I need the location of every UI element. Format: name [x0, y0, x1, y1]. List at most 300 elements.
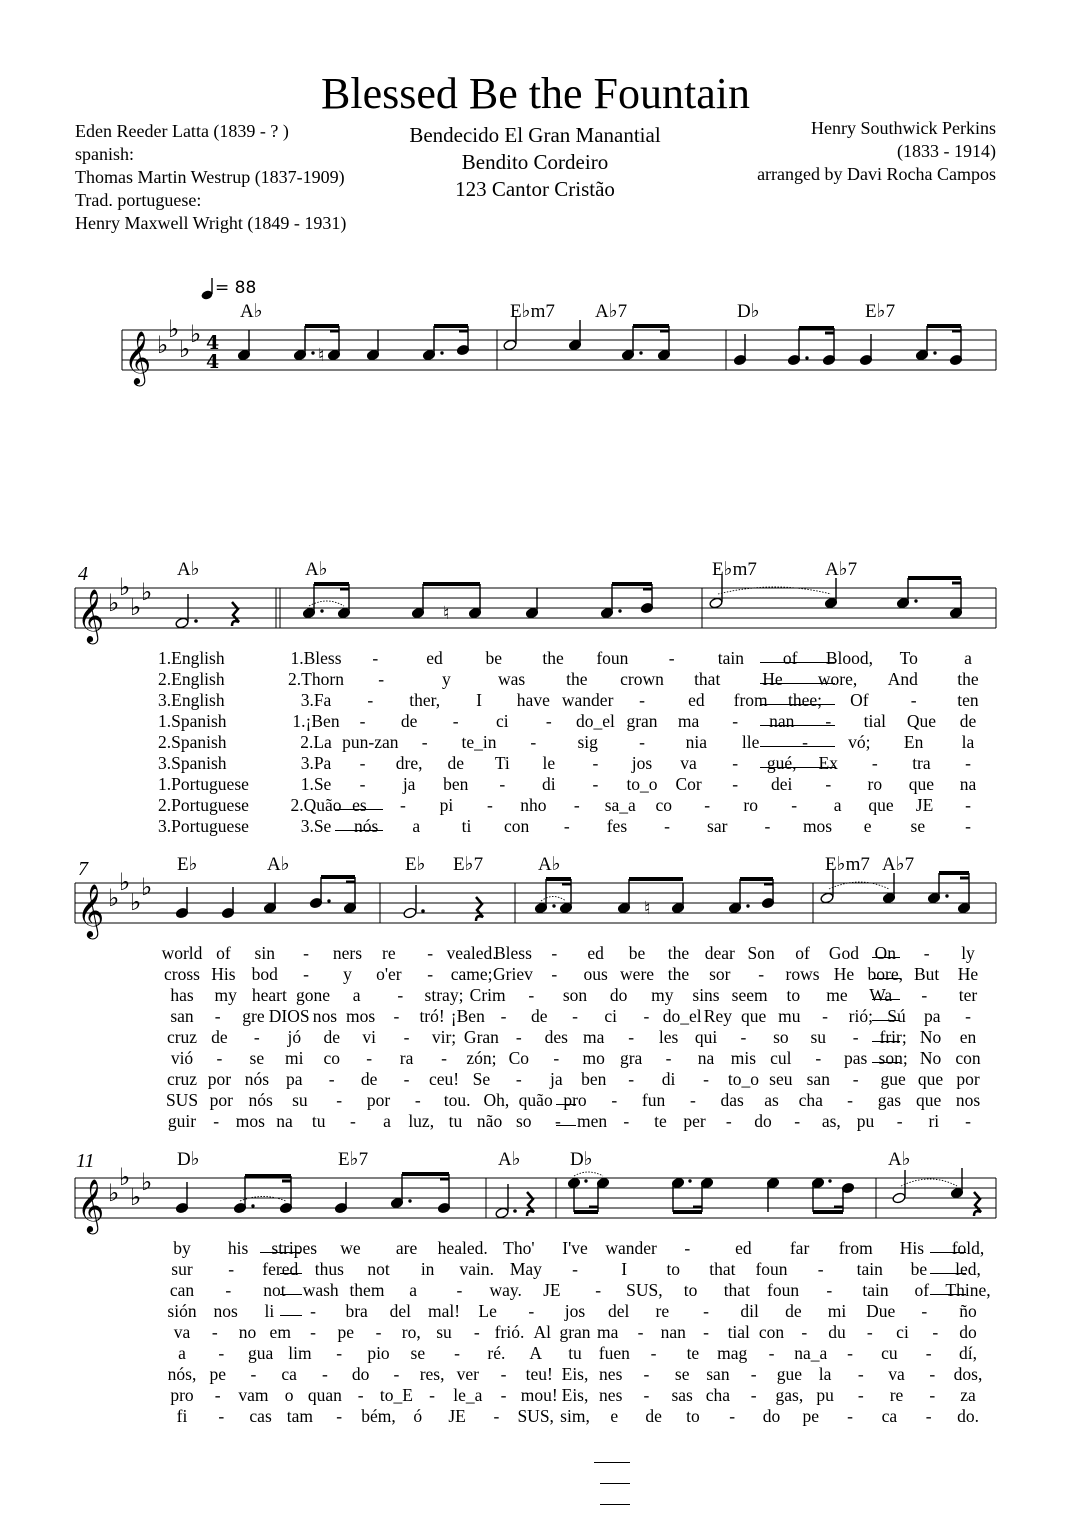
- lyric-hyphen: -: [866, 1322, 873, 1342]
- lyric-syllable: mos: [802, 816, 833, 836]
- lyric-syllable: His: [899, 1238, 924, 1258]
- svg-text:♮: ♮: [318, 345, 325, 366]
- lyric-hyphen: -: [921, 985, 928, 1005]
- lyric-syllable: ma: [583, 1027, 605, 1047]
- lyric-syllable: de: [645, 1406, 662, 1426]
- lyric-syllable: di: [661, 1069, 676, 1089]
- lyric-hyphen: -: [393, 1006, 400, 1026]
- lyric-syllable: mi: [827, 1301, 847, 1321]
- lyric-syllable: a: [412, 816, 421, 836]
- lyric-syllable: 2.Thorn: [288, 669, 344, 689]
- lyric-syllable: a: [964, 648, 972, 668]
- lyric-extender-line: [930, 1252, 966, 1253]
- lyric-hyphen: -: [303, 964, 310, 984]
- lyric-syllable: jos: [631, 753, 653, 773]
- lyric-syllable: 1.Se: [300, 774, 332, 794]
- lyric-syllable: dei: [771, 774, 793, 794]
- lyric-syllable: cruz: [166, 1069, 198, 1089]
- lyricist-credits: [75, 120, 346, 235]
- lyric-syllable: ther,: [409, 690, 441, 710]
- lyric-syllable: was: [497, 669, 526, 689]
- lyric-hyphen: -: [689, 1090, 696, 1110]
- chord-symbol: A♭: [267, 854, 290, 875]
- lyric-syllable: co: [655, 795, 672, 815]
- lyric-hyphen: -: [665, 1048, 672, 1068]
- chord-symbol: E♭m7: [712, 559, 757, 580]
- lyric-hyphen: -: [815, 1048, 822, 1068]
- lyric-hyphen: -: [500, 1364, 507, 1384]
- lyric-syllable: na: [276, 1111, 293, 1131]
- svg-text:♭: ♭: [119, 1163, 131, 1191]
- staff-system-3: [0, 868, 1071, 953]
- lyric-syllable: to_o: [727, 1069, 759, 1089]
- lyric-syllable: do_el: [575, 711, 615, 731]
- lyric-syllable: ter: [958, 985, 978, 1005]
- lyric-syllable: sin: [254, 943, 275, 963]
- lyric-syllable: te: [654, 1111, 667, 1131]
- lyric-syllable: de: [400, 711, 418, 731]
- lyric-syllable: foun: [767, 1280, 800, 1300]
- svg-text:4: 4: [206, 332, 220, 354]
- lyric-syllable: cross: [164, 964, 200, 984]
- lyric-syllable: a: [178, 1343, 186, 1363]
- lyric-syllable: ous: [583, 964, 608, 984]
- lyric-hyphen: -: [403, 1027, 410, 1047]
- lyric-hyphen: -: [214, 1006, 221, 1026]
- lyric-hyphen: -: [729, 1406, 736, 1426]
- lyric-hyphen: -: [572, 1006, 578, 1026]
- lyric-syllable: came;: [450, 964, 493, 984]
- lyric-syllable: SUS,: [517, 1406, 554, 1426]
- lyric-syllable: que: [868, 795, 894, 815]
- lyric-syllable: ci: [604, 1006, 618, 1026]
- lyric-syllable: pun-zan: [342, 732, 399, 752]
- lyric-syllable: JE: [448, 1406, 466, 1426]
- lyric-hyphen: -: [732, 753, 739, 773]
- lyric-extender-line: [594, 1462, 630, 1463]
- lyric-syllable: dos,: [953, 1364, 983, 1384]
- lyric-syllable: se: [410, 1343, 426, 1363]
- lyric-syllable: pi: [439, 795, 454, 815]
- lyric-syllable: gue: [776, 1364, 802, 1384]
- lyric-syllable: a: [352, 985, 361, 1005]
- lyric-syllable: them: [349, 1280, 385, 1300]
- lyric-syllable: pro: [170, 1385, 194, 1405]
- lyric-hyphen: -: [929, 1364, 936, 1384]
- lyric-syllable: por: [366, 1090, 391, 1110]
- lyric-syllable: fered: [262, 1259, 299, 1279]
- lyric-hyphen: -: [310, 1301, 316, 1321]
- lyric-syllable: ja: [549, 1069, 563, 1089]
- lyric-syllable: ed: [426, 648, 443, 668]
- lyric-syllable: mos: [346, 1006, 376, 1026]
- lyric-hyphen: -: [218, 1343, 225, 1363]
- svg-text:𝄞: 𝄞: [77, 588, 105, 642]
- lyric-syllable: nós,: [167, 1364, 197, 1384]
- lyric-syllable: es: [352, 795, 367, 815]
- lyric-syllable: e: [863, 816, 872, 836]
- lyric-hyphen: -: [965, 753, 971, 773]
- lyric-syllable: pa: [286, 1069, 303, 1089]
- lyric-hyphen: -: [321, 1364, 328, 1384]
- lyric-syllable: jó: [287, 1027, 302, 1047]
- lyric-syllable: by: [173, 1238, 191, 1258]
- lyric-hyphen: -: [965, 1111, 971, 1131]
- lyric-syllable: fold,: [951, 1238, 985, 1258]
- quarter-note-icon: [200, 278, 214, 302]
- lyric-syllable: stripes: [271, 1238, 318, 1258]
- lyric-extender-line: [930, 1273, 966, 1274]
- lyric-syllable: of: [795, 943, 810, 963]
- lyric-hyphen: -: [703, 1301, 709, 1321]
- lyric-syllable: del: [607, 1301, 630, 1321]
- lyric-hyphen: -: [528, 1301, 535, 1321]
- lyric-syllable: co: [323, 1048, 340, 1068]
- verse-label: 1.Portuguese: [158, 774, 249, 794]
- lyric-extender-line: [760, 767, 835, 768]
- lyric-syllable: gas: [877, 1090, 902, 1110]
- lyric-syllable: su: [292, 1090, 308, 1110]
- lyric-syllable: san: [706, 1364, 730, 1384]
- lyric-syllable: has: [170, 985, 194, 1005]
- lyric-extender-line: [872, 1062, 900, 1063]
- lyric-hyphen: -: [637, 1322, 644, 1342]
- lyric-syllable: gue: [880, 1069, 906, 1089]
- lyric-hyphen: -: [486, 795, 493, 815]
- lyric-syllable: tial: [863, 711, 887, 731]
- lyric-hyphen: -: [704, 795, 711, 815]
- lyric-syllable: wander: [561, 690, 614, 710]
- lyric-syllable: Ti: [494, 753, 510, 773]
- lyric-syllable: DIOS: [268, 1006, 310, 1026]
- svg-text:4: 4: [206, 351, 220, 373]
- lyric-hyphen: -: [414, 1090, 421, 1110]
- lyric-syllable: con: [503, 816, 530, 836]
- lyric-syllable: ci: [495, 711, 509, 731]
- lyric-hyphen: -: [929, 1385, 936, 1405]
- lyric-syllable: 2.Quão: [290, 795, 342, 815]
- lyric-syllable: tam: [286, 1406, 314, 1426]
- lyric-hyphen: -: [623, 1111, 630, 1131]
- lyric-hyphen: -: [595, 1280, 602, 1300]
- lyric-syllable: En: [903, 732, 924, 752]
- lyric-syllable: mag: [717, 1343, 748, 1363]
- chord-symbol: A♭7: [595, 301, 628, 322]
- lyric-syllable: tial: [727, 1322, 750, 1342]
- lyric-hyphen: -: [452, 711, 459, 731]
- lyric-syllable: va: [888, 1364, 905, 1384]
- lyric-syllable: sar: [707, 816, 728, 836]
- lyric-hyphen: -: [592, 774, 599, 794]
- chord-symbol: E♭7: [338, 1149, 369, 1170]
- lyric-syllable: vealed.: [446, 943, 497, 963]
- lyric-hyphen: -: [825, 774, 832, 794]
- lyric-hyphen: -: [925, 1343, 932, 1363]
- lyric-syllable: do: [754, 1111, 772, 1131]
- lyric-syllable: men: [577, 1111, 608, 1131]
- lyric-syllable: mi: [285, 1048, 304, 1068]
- credit-line: arranged by Davi Rocha Campos: [757, 164, 996, 184]
- lyric-syllable: res,: [419, 1364, 445, 1384]
- lyric-syllable: nos: [312, 1006, 338, 1026]
- lyric-hyphen: -: [847, 1090, 854, 1110]
- lyric-syllable: do: [959, 1322, 977, 1342]
- lyric-hyphen: -: [421, 732, 428, 752]
- lyric-syllable: de: [959, 711, 977, 731]
- lyric-syllable: He: [957, 964, 979, 984]
- lyric-syllable: God: [828, 943, 859, 963]
- lyric-hyphen: -: [703, 1322, 709, 1342]
- lyric-hyphen: -: [750, 1385, 757, 1405]
- lyric-hyphen: -: [857, 1364, 864, 1384]
- lyric-syllable: la: [961, 732, 975, 752]
- lyric-syllable: ma: [677, 711, 700, 731]
- lyric-hyphen: -: [328, 1069, 335, 1089]
- lyric-syllable: not: [367, 1259, 390, 1279]
- lyric-hyphen: -: [250, 1364, 257, 1384]
- lyric-syllable: dre,: [395, 753, 423, 773]
- svg-text:𝄞: 𝄞: [77, 1178, 105, 1232]
- lyric-syllable: con: [955, 1048, 981, 1068]
- lyric-hyphen: -: [923, 943, 930, 963]
- lyric-syllable: lle: [741, 732, 760, 752]
- lyric-syllable: de: [447, 753, 464, 773]
- lyric-syllable: mu: [778, 1006, 801, 1026]
- lyric-syllable: em: [269, 1322, 291, 1342]
- verse-label: 2.English: [158, 669, 225, 689]
- lyric-hyphen: -: [493, 1406, 500, 1426]
- lyric-hyphen: -: [500, 1385, 507, 1405]
- lyric-syllable: quão: [518, 1090, 553, 1110]
- lyric-syllable: I've: [562, 1238, 588, 1258]
- lyric-syllable: To: [899, 648, 918, 668]
- lyric-syllable: des: [544, 1027, 568, 1047]
- chord-symbol: D♭: [177, 1149, 200, 1170]
- lyric-syllable: so: [773, 1027, 789, 1047]
- lyric-syllable: vió: [170, 1048, 194, 1068]
- subtitles: [385, 122, 685, 203]
- lyric-extender-line: [280, 1315, 302, 1316]
- lyric-extender-line: [556, 1104, 576, 1105]
- lyric-syllable: por: [209, 1090, 233, 1110]
- lyric-syllable: o: [284, 1385, 294, 1405]
- composer-credits: [700, 117, 996, 186]
- lyric-syllable: sa_a: [604, 795, 636, 815]
- lyric-syllable: to: [666, 1259, 681, 1279]
- lyric-syllable: tu: [448, 1111, 463, 1131]
- lyric-syllable: não: [476, 1111, 503, 1131]
- lyric-syllable: And: [887, 669, 918, 689]
- lyric-syllable: de: [785, 1301, 802, 1321]
- lyric-syllable: Co: [508, 1048, 530, 1068]
- lyric-syllable: no: [238, 1322, 257, 1342]
- lyric-syllable: que: [740, 1006, 767, 1026]
- lyric-syllable: mou!: [520, 1385, 558, 1405]
- lyric-syllable: Eis,: [561, 1364, 589, 1384]
- lyric-hyphen: -: [554, 1111, 561, 1131]
- lyric-extender-line: [760, 683, 835, 684]
- verse-label: 1.Spanish: [158, 711, 227, 731]
- chord-symbol: A♭: [177, 559, 200, 580]
- lyric-syllable: He: [833, 964, 855, 984]
- lyric-syllable: Of: [850, 690, 869, 710]
- chord-symbol: E♭: [177, 854, 198, 875]
- svg-text:♭: ♭: [119, 868, 131, 896]
- credit-line: Eden Reeder Latta (1839 - ? ): [75, 121, 289, 141]
- lyric-syllable: o'er: [376, 964, 402, 984]
- lyric-syllable: ly: [961, 943, 975, 963]
- lyric-syllable: in: [420, 1259, 435, 1279]
- lyric-syllable: cas: [249, 1406, 272, 1426]
- lyric-syllable: have: [516, 690, 550, 710]
- lyric-syllable: are: [395, 1238, 418, 1258]
- lyric-syllable: seu: [769, 1069, 793, 1089]
- lyric-syllable: me: [826, 985, 848, 1005]
- lyric-syllable: Gran: [463, 1027, 499, 1047]
- lyric-hyphen: -: [551, 943, 558, 963]
- lyric-hyphen: -: [643, 1385, 650, 1405]
- lyric-syllable: cul: [770, 1048, 792, 1068]
- lyric-syllable: do: [609, 985, 628, 1005]
- lyric-hyphen: -: [740, 1027, 747, 1047]
- lyric-syllable: que: [908, 774, 935, 794]
- verse-label: 2.Spanish: [158, 732, 227, 752]
- lyric-hyphen: -: [454, 1343, 461, 1363]
- lyric-syllable: pe: [209, 1364, 226, 1384]
- chord-symbol: A♭: [240, 301, 263, 322]
- lyric-syllable: No: [919, 1048, 942, 1068]
- svg-text:♭: ♭: [141, 578, 153, 606]
- lyric-syllable: healed.: [437, 1238, 488, 1258]
- lyric-syllable: But: [913, 964, 940, 984]
- lyric-hyphen: -: [965, 795, 971, 815]
- svg-text:♭: ♭: [130, 888, 142, 916]
- lyric-syllable: ro,: [401, 1322, 421, 1342]
- lyric-syllable: ro: [743, 795, 758, 815]
- lyric-syllable: tain: [717, 648, 745, 668]
- lyric-hyphen: -: [852, 1027, 859, 1047]
- lyric-syllable: nan: [660, 1322, 686, 1342]
- lyric-syllable: vi: [362, 1027, 376, 1047]
- lyric-syllable: de: [531, 1006, 548, 1026]
- lyric-syllable: gre: [242, 1006, 265, 1026]
- lyric-syllable: per: [683, 1111, 706, 1131]
- lyric-hyphen: -: [857, 1385, 864, 1405]
- lyric-syllable: JE: [543, 1280, 561, 1300]
- lyric-hyphen: -: [400, 795, 406, 815]
- lyric-syllable: ro: [867, 774, 883, 794]
- lyric-syllable: va: [680, 753, 697, 773]
- lyric-syllable: ré.: [487, 1343, 506, 1363]
- lyric-syllable: way.: [489, 1280, 522, 1300]
- lyric-syllable: the: [566, 669, 588, 689]
- lyric-syllable: thus: [314, 1259, 344, 1279]
- lyric-syllable: nan: [769, 711, 795, 731]
- lyric-syllable: Son: [747, 943, 775, 963]
- lyric-syllable: ceu!: [428, 1069, 460, 1089]
- lyric-syllable: por: [207, 1069, 232, 1089]
- lyric-hyphen: -: [822, 1006, 828, 1026]
- lyric-syllable: va: [173, 1322, 191, 1342]
- lyric-syllable: vain.: [459, 1259, 495, 1279]
- lyric-syllable: gas,: [775, 1385, 804, 1405]
- lyric-extender-line: [600, 1483, 630, 1484]
- lyric-syllable: qui: [694, 1027, 718, 1047]
- lyric-syllable: so: [515, 1111, 532, 1131]
- lyric-hyphen: -: [403, 1069, 410, 1089]
- lyric-extender-line: [872, 978, 900, 979]
- lyric-hyphen: -: [664, 816, 670, 836]
- lyric-hyphen: -: [572, 1259, 578, 1279]
- lyric-syllable: mos: [235, 1111, 265, 1131]
- lyric-syllable: ti: [461, 816, 472, 836]
- lyric-extender-line: [600, 1504, 630, 1505]
- lyric-extender-line: [760, 746, 835, 747]
- lyric-syllable: 2.La: [300, 732, 332, 752]
- verse-label: 3.Portuguese: [158, 816, 249, 836]
- lyric-syllable: Rey: [703, 1006, 733, 1026]
- chord-symbol: E♭m7: [825, 854, 870, 875]
- lyric-syllable: as: [764, 1090, 779, 1110]
- lyric-syllable: Due: [866, 1301, 896, 1321]
- lyric-syllable: of: [782, 648, 798, 668]
- lyric-syllable: foun: [596, 648, 629, 668]
- lyric-syllable: do_el: [662, 1006, 702, 1026]
- lyric-hyphen: -: [378, 669, 385, 689]
- lyric-syllable: May: [509, 1259, 542, 1279]
- lyric-syllable: tra: [912, 753, 931, 773]
- lyric-syllable: son: [562, 985, 588, 1005]
- lyric-syllable: I: [476, 690, 482, 710]
- lyric-hyphen: -: [628, 1069, 635, 1089]
- lyric-syllable: as,: [821, 1111, 841, 1131]
- lyric-syllable: de: [360, 1069, 378, 1089]
- lyric-syllable: teu!: [525, 1364, 553, 1384]
- lyric-syllable: 1.¡Ben: [292, 711, 340, 731]
- lyric-extender-line: [872, 999, 900, 1000]
- lyric-hyphen: -: [211, 1322, 218, 1342]
- svg-text:♭: ♭: [130, 593, 142, 621]
- lyric-syllable: wore,: [817, 669, 858, 689]
- lyric-hyphen: -: [768, 1343, 775, 1363]
- lyric-hyphen: -: [628, 1027, 635, 1047]
- lyric-syllable: On: [874, 943, 896, 963]
- lyric-syllable: do: [351, 1364, 370, 1384]
- lyric-syllable: gran: [559, 1322, 591, 1342]
- credit-line: Henry Southwick Perkins: [811, 118, 996, 138]
- chord-symbol: A♭7: [882, 854, 915, 875]
- lyric-syllable: 3.Se: [300, 816, 332, 836]
- subtitle-line: Bendecido El Gran Manantial: [409, 123, 661, 147]
- lyric-syllable: tou.: [443, 1090, 471, 1110]
- lyric-syllable: of: [914, 1280, 930, 1300]
- lyric-syllable: Griev: [493, 964, 533, 984]
- credit-line: (1833 - 1914): [897, 141, 996, 161]
- lyric-hyphen: -: [427, 943, 434, 963]
- lyric-syllable: not: [263, 1280, 286, 1300]
- lyric-syllable: nos: [213, 1301, 238, 1321]
- lyric-syllable: that: [694, 669, 721, 689]
- lyric-extender-line: [872, 1041, 900, 1042]
- lyric-syllable: were: [620, 964, 655, 984]
- lyric-hyphen: -: [218, 1406, 225, 1426]
- verse-label: 2.Portuguese: [158, 795, 249, 815]
- lyric-hyphen: -: [530, 732, 537, 752]
- lyric-syllable: A: [529, 1343, 543, 1363]
- lyric-syllable: son;: [878, 1048, 908, 1068]
- lyric-syllable: ri: [928, 1111, 940, 1131]
- lyric-syllable: SUS: [165, 1090, 199, 1110]
